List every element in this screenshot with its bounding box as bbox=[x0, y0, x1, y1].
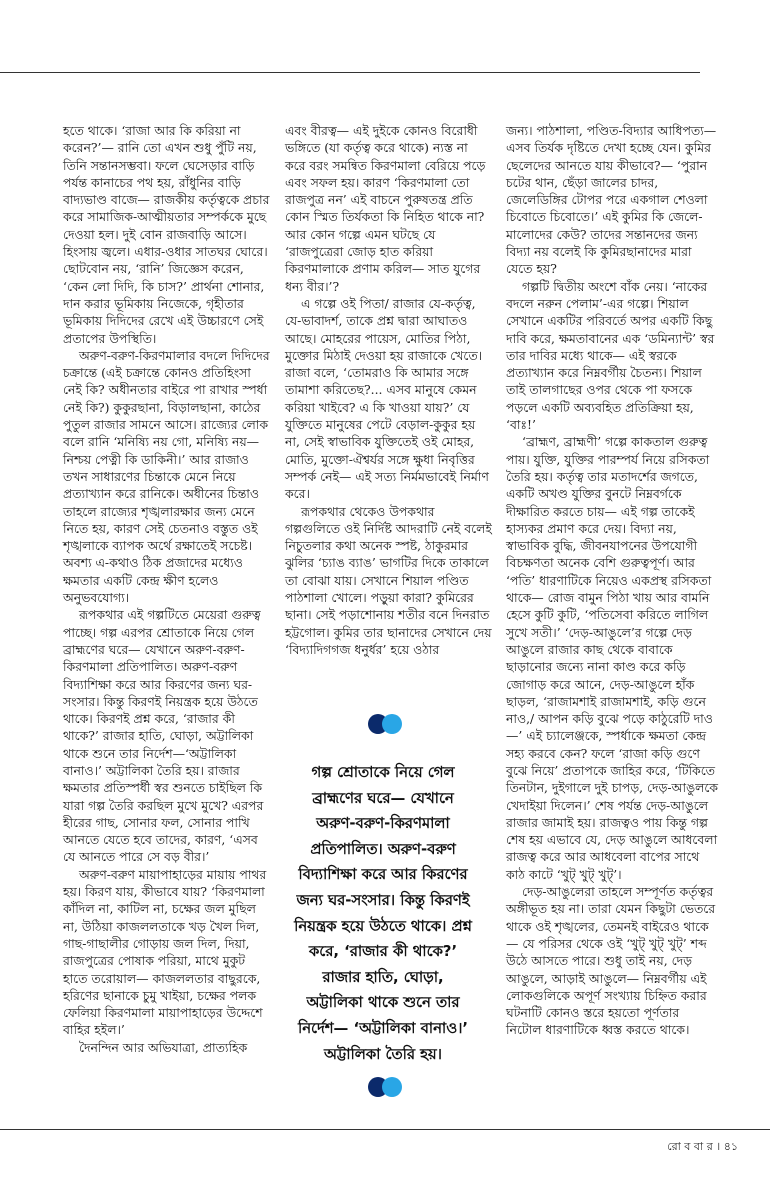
top-rule bbox=[0, 72, 700, 73]
page-folio: রো ব বা র । ৪১ bbox=[667, 1140, 738, 1153]
article-column-1 bbox=[63, 122, 271, 1056]
paragraph: এ গল্পে ওই পিতা/ রাজার যে-কর্তৃত্ব, যে-ভাবাদর্শ, তাকে প্রশ্ন দ্বারা আঘাতও আছে। মোহরের পায়েস, মোতির পিঠা, মুক্তোর মিঠাই দেওয়া হয় রাজাকে খেতে। রাজা বলে, ‘তোমরাও কি আমার সঙ্গে তামাশা করিতেছ?... এসব মানুষে কেমন করিয়া খাইবে? এ কি খাওয়া যায়?’ যে যুক্তিতে মানুষের পেটে বেড়াল-কুকুর হয় না, সেই স্বাভাবিক যুক্তিতেই ওই মোহর, মোতি, মুক্তো-ঐশ্বর্যর সঙ্গে ক্ষুধা নিবৃত্তির সম্পর্ক নেই— এই সত্য নির্মমভাবেই নির্মাণ করে। bbox=[285, 295, 489, 502]
paragraph: গল্পটি দ্বিতীয় অংশে বাঁক নেয়। ‘নাকের বদলে নরুন পেলাম’-এর গল্পে। শিয়াল সেখানে একটির পরিবর্তে অপর একটি কিছু দাবি করে, ক্ষমতাবানের এক ‘ডমিন্যান্ট’ স্বর তার দাবির মধ্যে থাকে— এই স্বরকে প্রত্যাখ্যান করে নিম্নবর্গীয় চৈতন্য। শিয়াল তাই তালগাছের ওপর থেকে পা ফসকে পড়লে একটি অব্যবহিত প্রতিক্রিয়া হয়, ‘বাঃ!’ bbox=[506, 278, 715, 433]
article-column-2 bbox=[285, 122, 492, 658]
pull-quote-ornament-top bbox=[368, 714, 408, 736]
paragraph: ‘ব্রাহ্মণ, ব্রাহ্মণী’ গল্পে কাকতাল গুরুত্ব পায়। যুক্তি, যুক্তির পারম্পর্য নিয়ে রসিকতা তৈরি হয়। কর্তৃত্ব তার মতাদর্শের জগতে, একটি অখণ্ড যুক্তির বুনটে নিম্নবর্গকে দীক্ষারিত করতে চায়— এই গল্প তাকেই হাস্যকর প্রমাণ করে দেয়। বিদ্যা নয়, স্বাভাবিক বুদ্ধি, জীবনযাপনের উপযোগী বিচক্ষণতা অনেক বেশি গুরুত্বপূর্ণ। আর ‘পতি’ ধারণাটিকে নিয়েও একপ্রস্থ রসিকতা থাকে— রোজ বামুন পিঠা খায় আর বামনি হেসে কুটি কুটি, ‘পতিসেবা করিতে লাগিল সুখে সতী।’ ‘দেড়-আঙুলে’র গল্পে দেড় আঙুলে রাজার কাছ থেকে বাবাকে ছাড়ানোর জন্যে নানা কাণ্ড করে কড়ি জোগাড় করে আনে, দেড়-আঙুলে হাঁক ছাড়ল, ‘রাজামশাই রাজামশাই, কড়ি গুনে নাও,/ আপন কড়ি বুঝে পড়ে কাঠুরেটি দাও—’ এই চ্যালেঞ্জকে, স্পর্ধাকে ক্ষমতা কেন্দ্র সহ্য করবে কেন? ফলে ‘রাজা কড়ি গুণে বুঝে নিয়ে’ প্রতাপকে জাহির করে, ‘টিকিতে তিনটান, দুইগালে দুই চাপড়, দেড়-আঙুলকে খেদাইয়া দিলেন।’ শেষ পর্যন্ত দেড়-আঙুলে রাজার জামাই হয়। রাজত্বও পায় কিন্তু গল্প শেষ হয় এভাবে যে, দেড় আঙুলে আধবেলা রাজত্ব করে আর আধবেলা বাপের সাথে কাঠ কাটে ‘খুট্ খুট্ খুট্’। bbox=[506, 434, 718, 882]
pull-quote: গল্প শ্রোতাকে নিয়ে গেল ব্রাহ্মণের ঘরে— যেখানে অরুণ-বরুণ-কিরণমালা প্রতিপালিত। অরুণ-বরুণ বিদ্যাশিক্ষা করে আর কিরণের জন্য ঘর-সংসার। কিন্তু কিরণই নিয়ন্ত্রক হয়ে উঠতে থাকে। প্রশ্ন করে, ‘রাজার কী থাকে?’ রাজার হাতি, ঘোড়া, অট্টালিকা থাকে শুনে তার নির্দেশ— ‘অট্টালিকা বানাও।’ অট্টালিকা তৈরি হয়। bbox=[294, 764, 472, 1063]
paragraph: রূপকথার এই গল্পটিতে মেয়েরা গুরুত্ব পাচ্ছে। গল্প এরপর শ্রোতাকে নিয়ে গেল ব্রাহ্মণের ঘরে— যেখানে অরুণ-বরুণ-কিরণমালা প্রতিপালিত। অরুণ-বরুণ বিদ্যাশিক্ষা করে আর কিরণের জন্য ঘর-সংসার। কিন্তু কিরণই নিয়ন্ত্রক হয়ে উঠতে থাকে। কিরণই প্রশ্ন করে, ‘রাজার কী থাকে?’ রাজার হাতি, ঘোড়া, অট্টালিকা থাকে শুনে তার নির্দেশ—‘অট্টালিকা বানাও।’ অট্টালিকা তৈরি হয়। রাজার ক্ষমতার প্রতিস্পর্ধী স্বর শুনতে চাইছিল কি যারা গল্প তৈরি করছিল মুখে মুখে? এরপর হীরের গাছ, সোনার ফল, সোনার পাখি আনতে যেতে হবে তাদের, কারণ, ‘এসব যে আনতে পারে সে বড় বীর।’ bbox=[63, 607, 264, 865]
pull-quote-ornament-bottom bbox=[368, 1077, 408, 1099]
paragraph: এবং বীরত্ব— এই দুইকে কোনও বিরোধী ভঙ্গিতে (যা কর্তৃত্ব করে থাকে) ন্যস্ত না করে বরং সমন্বিত কিরণমালা বেরিয়ে পড়ে এবং সফল হয়। কারণ ‘কিরণমালা তো রাজপুত্র নন’ এই বাচনে পুরুষতন্ত্র প্রতি কোন স্মিত তির্যকতা কি নিহিত থাকে না? আর কোন গল্পে এমন ঘটছে যে ‘রাজপুত্রেরা জোড় হাত করিয়া কিরণমালাকে প্রণাম করিল— সাত যুগের ধন্য বীর।’? bbox=[285, 123, 486, 294]
light-dot-icon bbox=[382, 1077, 402, 1097]
paragraph: হতে থাকে। ‘রাজা আর কি করিয়া না করেন?’— রানি তো এখন শুধু পুঁটি নয়, তিনি সন্তানসম্ভবা। ফলে ঘেসেড়ার বাড়ি পর্যন্ত কানাচের পথ হয়, রাঁধুনির বাড়ি বাদ্যভাণ্ড বাজে— রাজকীয় কর্তৃত্বকে প্রচার করে সামাজিক-আত্মীয়তার সম্পর্ককে মুছে দেওয়া হল। দুই বোন রাজবাড়ি আসে। হিংসায় জ্বলে। এধার-ওধার সাতঘর ঘোরে। ছোটবোন নয়, ‘রানি’ জিজ্ঞেস করেন, ‘কেন লো দিদি, কি চাস?’ প্রার্থনা শোনার, দান করার ভূমিকায় নিজেকে, গৃহীতার ভূমিকায় দিদিদের রেখে এই উচ্চারণে সেই প্রতাপের উপস্থিতি। bbox=[63, 123, 270, 346]
paragraph: দেড়-আঙুলেরা তাহলে সম্পূর্ণত কর্তৃত্বর অঙ্গীভূত হয় না। তারা যেমন কিছুটা ভেতরে থাকে ওই শৃঙ্খলের, তেমনই বাইরেও থাকে— যে পরিসর থেকে ওই ‘খুট্ খুট্ খুট্’ শব্দ উঠে আসতে পারে। শুধু তাই নয়, দেড় আঙুলে, আড়াই আঙুলে— নিম্নবর্গীয় এই লোকগুলিকে অপূর্ণ সংখ্যায় চিহ্নিত করার ঘটনাটি কোনও স্তরে হয়তো পূর্ণতার নিটোল ধারণাটিকে ধ্বস্ত করতে থাকে। bbox=[506, 884, 716, 1038]
light-dot-icon bbox=[382, 714, 402, 734]
paragraph: অরুণ-বরুণ-কিরণমালার বদলে দিদিদের চক্রান্তে (এই চক্রান্তে কোনও প্রতিহিংসা নেই কি? অধীনতার বাইরে পা রাখার স্পর্ধা নেই কি?) কুকুরছানা, বিড়ালছানা, কাঠের পুতুল রাজার সামনে আসে। রাজ্যের লোক বলে রানি ‘মনিষ্যি নয় গো, মনিষ্যি নয়— নিশ্চয় পেত্নী কি ডাকিনী।’ আর রাজাও তখন সাধারণের চিন্তাকে মেনে নিয়ে প্রত্যাখ্যান করে রানিকে। অধীনের চিন্তাও তাহলে রাজ্যের শৃঙ্খলারক্ষার জন্য মেনে নিতে হয়, কারণ সেই চেতনাও বস্তুত ওই শৃঙ্খলাকে ব্যাপক অর্থে রক্ষাতেই সচেষ্ট। অবশ্য এ-কথাও ঠিক প্রজাদের মধ্যেও ক্ষমতার একটি কেন্দ্র ক্ষীণ হলেও অনুভবযোগ্য। bbox=[63, 347, 270, 606]
paragraph: অরুণ-বরুণ মায়াপাহাড়ের মায়ায় পাথর হয়। কিরণ যায়, কীভাবে যায়? ‘কিরণমালা কাঁদিল না, কাটিল না, চক্ষের জল মুছিল না, উঠিয়া কাজললতাকে খড় খৈল দিল, গাছ-গাছালীর গোড়ায় জল দিল, দিয়া, রাজপুত্রের পোষাক পরিয়া, মাথে মুকুট হাতে তরোয়াল— কাজললতার বাছুরকে, হরিণের ছানাকে চুমু খাইয়া, চক্ষের পলক ফেলিয়া কিরণমালা মায়াপাহাড়ের উদ্দেশে বাহির হইল।’ bbox=[63, 866, 267, 1038]
article-column-3 bbox=[506, 122, 718, 1039]
paragraph: জন্য। পাঠশালা, পণ্ডিত-বিদ্যার আধিপত্য— এসব তির্যক দৃষ্টিতে দেখা হচ্ছে যেন। কুমির ছেলেদের আনতে যায় কীভাবে?— ‘পুরান চটের থান, ছেঁড়া জালের চাদর, জেলেডিঙ্গির টোপর পরে একগাল শেওলা চিবোতে চিবোতে।’ এই কুমির কি জেলে-মালোদের কেউ? তাদের সন্তানদের জন্য বিদ্যা নয় বলেই কি কুমিরছানাদের মারা যেতে হয়? bbox=[506, 123, 717, 277]
bottom-rule bbox=[0, 1129, 770, 1130]
paragraph: রূপকথার থেকেও উপকথার গল্পগুলিতে ওই নির্দিষ্ট আদরাটি নেই বলেই নিচুতলার কথা অনেক স্পষ্ট, ঠাকুরমার ঝুলির ‘চ্যাঙ ব্যাঙ’ ভাগটির দিকে তাকালে তা বোঝা যায়। সেখানে শিয়াল পণ্ডিত পাঠশালা খোলে। পড়ুয়া কারা? কুমিরের ছানা। সেই পড়াশোনায় শতীর বনে দিনরাত হট্টগোল। কুমির তার ছানাদের সেখানে দেয় ‘বিদ্যাদিগগজ ধনুর্ধর’ হয়ে ওঠার bbox=[285, 503, 492, 657]
paragraph: দৈনন্দিন আর অভিযাত্রা, প্রাত্যহিক bbox=[79, 1039, 248, 1055]
